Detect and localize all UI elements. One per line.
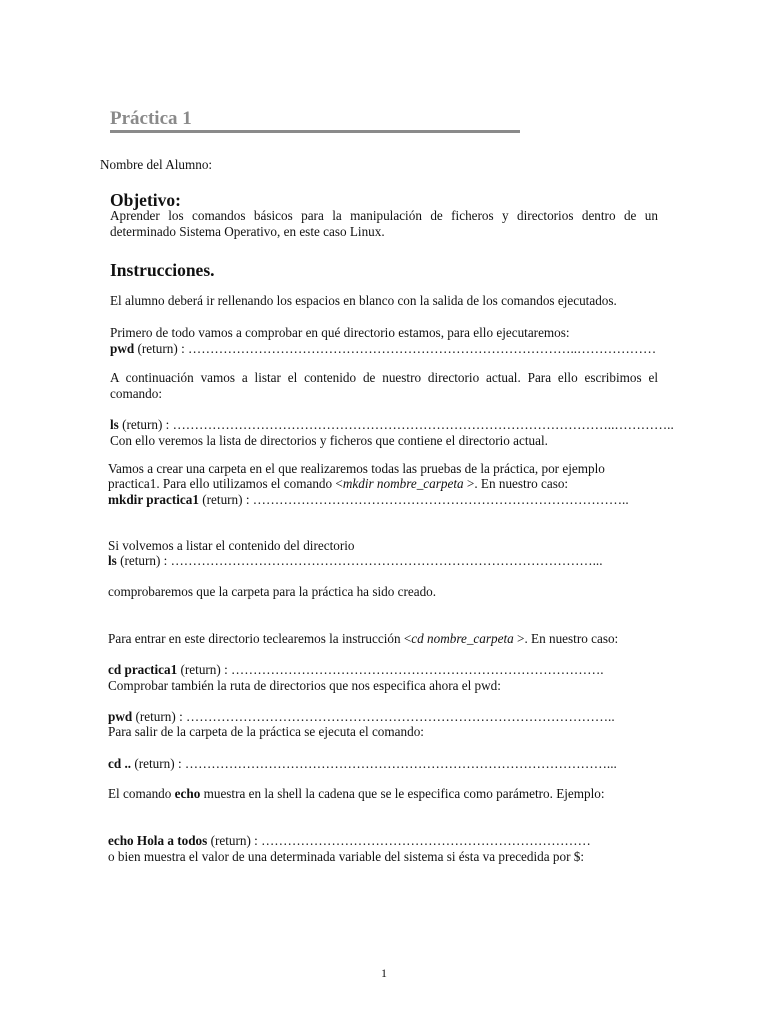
echo-keyword: echo [174,786,201,801]
echo-intro-text-c: muestra en la shell la cadena que se le especifica como parámetro. Ejemplo: [200,786,605,801]
pwd-command: pwd [110,341,135,356]
ls-after: Con ello veremos la lista de directorios y ficheros que contiene el directorio actual. [110,433,548,448]
ls-intro: A continuación vamos a listar el contenido de nuestro directorio actual. Para ello escribimos el comando: [110,370,658,401]
relist-after: comprobaremos que la carpeta para la práctica ha sido creado. [108,584,437,599]
cd-intro-text-b: >. En nuestro caso: [513,631,619,646]
mkdir-intro-text-a: practica1. Para ello utilizamos el comando < [108,476,343,491]
pwd2-line [108,709,615,724]
cd-line [108,662,604,677]
mkdir-intro-text-b: >. En nuestro caso: [463,476,569,491]
mkdir-syntax: mkdir nombre_carpeta [342,476,464,491]
echo-answer-blank: (return) : ………………………………………………………………… [207,833,591,848]
echo-intro [108,786,605,801]
mkdir-line [108,492,629,507]
ls-line [110,417,674,432]
student-name-label: Nombre del Alumno: [100,157,213,172]
mkdir-answer-blank: (return) : ………………………………………………………………………….. [198,492,629,507]
mkdir-intro-line1: Vamos a crear una carpeta en el que realizaremos todas las pruebas de la práctica, por ejemplo [108,461,605,476]
echo-intro-text-a: El comando [108,786,175,801]
pwd-line [110,341,656,356]
ls2-command: ls [108,553,117,568]
cd-answer-blank: (return) : …………………………………………………………………………. [177,662,604,677]
pwd-answer-blank: (return) : ……………………………………………………………………………..……………… [134,341,657,356]
objective-heading: Objetivo: [110,190,181,210]
pwd2-command: pwd [108,709,133,724]
ls-command: ls [110,417,119,432]
page-title: Práctica 1 [110,108,520,133]
ls2-line [108,553,603,568]
echo-command: echo Hola a todos [108,833,208,848]
cddot-line [108,756,617,771]
echo-after: o bien muestra el valor de una determinada variable del sistema si ésta va precedida por $: [108,849,585,864]
pwd-intro: Primero de todo vamos a comprobar en qué directorio estamos, para ello ejecutaremos: [110,325,570,340]
instructions-heading: Instrucciones. [110,260,215,280]
cd-after: Comprobar también la ruta de directorios que nos especifica ahora el pwd: [108,678,501,693]
cd-intro-text-a: Para entrar en este directorio teclearemos la instrucción < [108,631,412,646]
cddot-command: cd .. [108,756,132,771]
page-number: 1 [381,966,387,980]
mkdir-intro-line2 [108,476,568,491]
ls2-answer-blank: (return) : ……………………………………………………………………………………... [116,553,603,568]
mkdir-command: mkdir practica1 [108,492,199,507]
cd-intro [108,631,618,646]
cd-command: cd practica1 [108,662,178,677]
cd-exit-intro: Para salir de la carpeta de la práctica se ejecuta el comando: [108,724,424,739]
cd-syntax: cd nombre_carpeta [411,631,514,646]
pwd2-answer-blank: (return) : …………………………………………………………………………………….. [132,709,615,724]
echo-line [108,833,591,848]
objective-text: Aprender los comandos básicos para la manipulación de ficheros y directorios dentro de un determinado Sistema Operativo, en este caso Linux. [110,208,658,239]
instructions-intro: El alumno deberá ir rellenando los espacios en blanco con la salida de los comandos ejecutados. [110,293,617,308]
cddot-answer-blank: (return) : ……………………………………………………………………………………... [131,756,617,771]
relist-intro: Si volvemos a listar el contenido del directorio [108,538,355,553]
ls-answer-blank: (return) : ………………………………………………………………………………………..………….. [118,417,674,432]
